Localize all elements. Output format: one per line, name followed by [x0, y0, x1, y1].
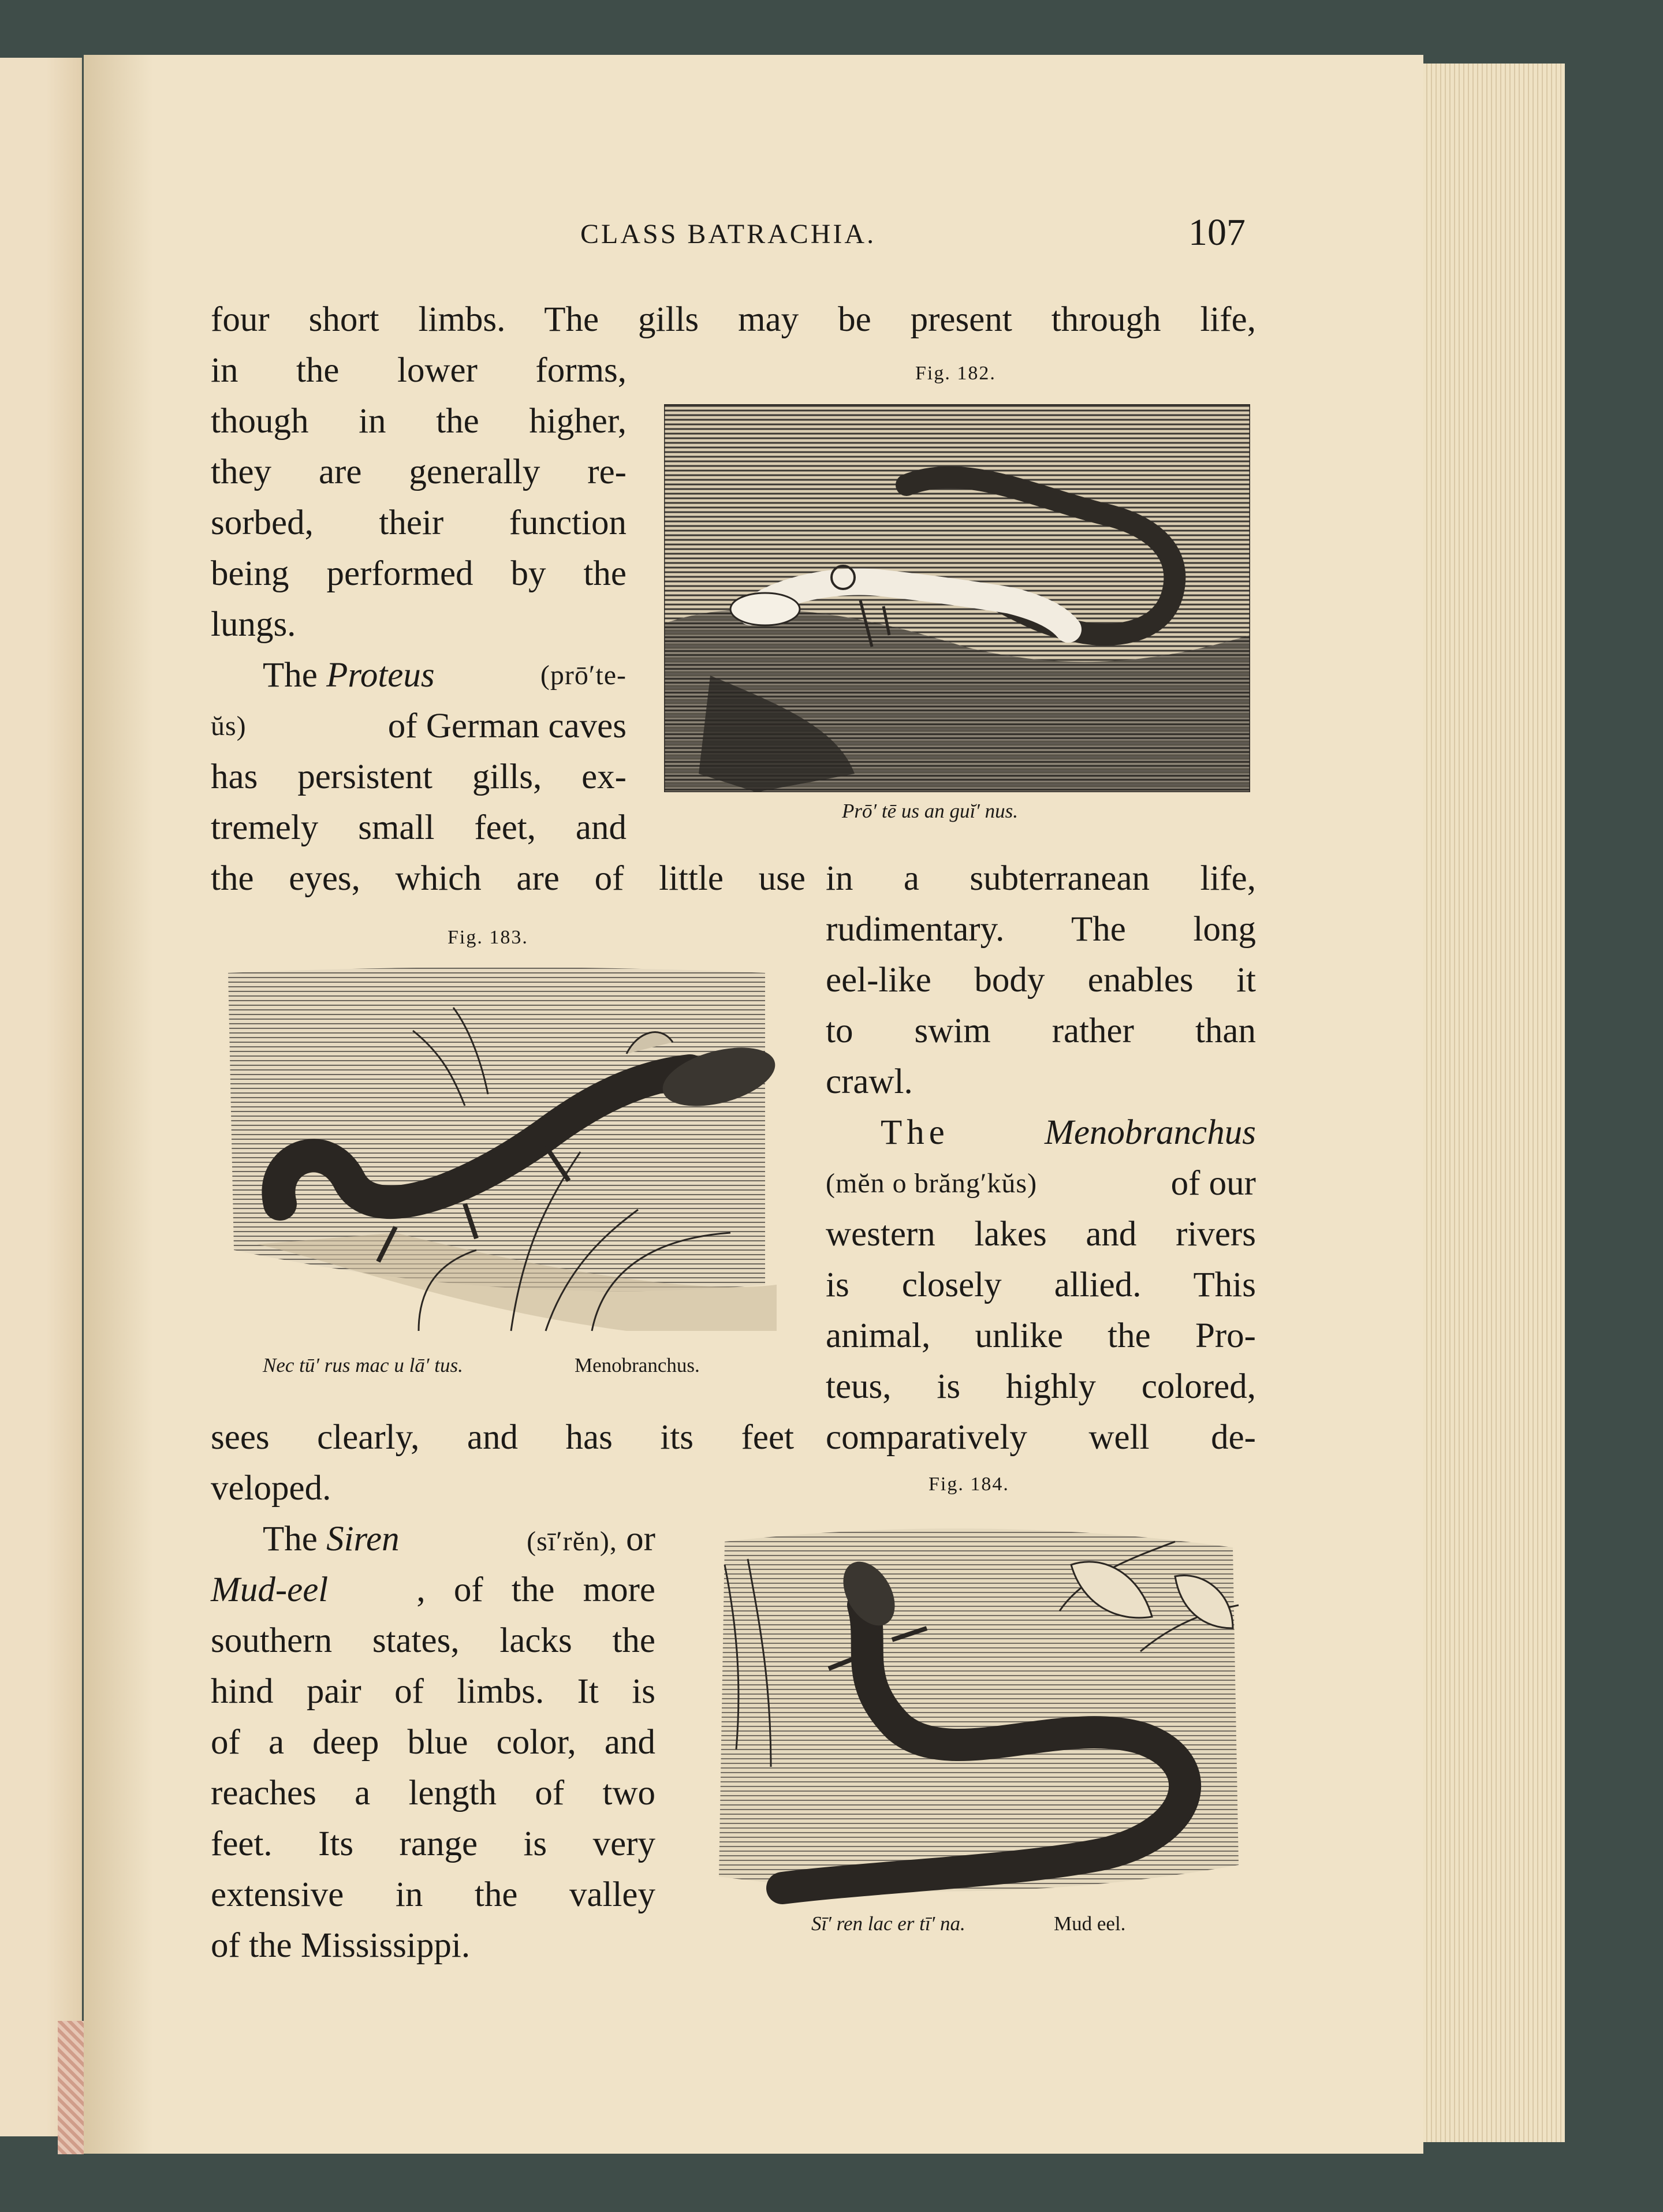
text-line: to swim rather than: [826, 1012, 1256, 1050]
text-line: they are generally re-: [211, 453, 627, 491]
figure-label: Fig. 183.: [448, 927, 528, 948]
text-line: rudimentary. The long: [826, 910, 1256, 949]
text-line: though in the higher,: [211, 402, 627, 441]
text-line: (mĕn o brăng′kŭs) of our: [826, 1164, 1256, 1203]
text-line: feet. Its range is very: [211, 1825, 655, 1863]
text-line: animal, unlike the Pro-: [826, 1316, 1256, 1355]
text-line: hind pair of limbs. It is: [211, 1672, 655, 1711]
bookmark-ribbon: [58, 2021, 84, 2154]
text-line: The Siren (sī′rĕn), or: [263, 1520, 655, 1558]
page-edges: [1409, 64, 1565, 2142]
text-line: extensive in the valley: [211, 1875, 655, 1914]
text-line: The Menobranchus: [881, 1107, 1256, 1158]
term-proteus: Proteus: [326, 656, 435, 695]
text-line: teus, is highly colored,: [826, 1367, 1256, 1406]
text-line: southern states, lacks the: [211, 1621, 655, 1660]
text-line: The Proteus (prō′te-: [263, 656, 627, 695]
running-header: CLASS BATRACHIA.: [580, 219, 877, 249]
text-line: ŭs) of German caves: [211, 707, 627, 745]
text-line: crawl.: [826, 1062, 913, 1101]
text-line: tremely small feet, and: [211, 808, 627, 847]
text-line: is closely allied. This: [826, 1266, 1256, 1304]
text-line: eel-like body enables it: [826, 961, 1256, 999]
figure-caption-common: Menobranchus.: [575, 1354, 700, 1377]
text-line: has persistent gills, ex-: [211, 758, 627, 796]
figure-caption: Prō′ tē us an guĭ′ nus.: [842, 800, 1019, 822]
page-number: 107: [1188, 211, 1246, 253]
text-line: being performed by the: [211, 554, 627, 593]
text-line: in the lower forms,: [211, 351, 627, 390]
term-mud-eel: Mud-eel: [211, 1571, 329, 1609]
text-line: in a subterranean life,: [826, 859, 1256, 898]
figure-siren-illustration: [702, 1507, 1247, 1911]
text-line: Mud-eel , of the more: [211, 1565, 655, 1616]
term-menobranchus: Menobranchus: [1045, 1113, 1256, 1152]
figure-menobranchus-illustration: [222, 961, 777, 1342]
text-line: lungs.: [211, 605, 296, 644]
text-line: veloped.: [211, 1469, 331, 1508]
text-line: of a deep blue color, and: [211, 1723, 655, 1762]
figure-caption-scientific: Sī′ ren lac er tī′ na.: [811, 1912, 965, 1935]
figure-proteus-illustration: [664, 404, 1250, 792]
text-line: comparatively well de-: [826, 1418, 1256, 1457]
text-line: western lakes and rivers: [826, 1215, 1256, 1254]
figure-label: Fig. 182.: [915, 363, 996, 384]
term-siren: Siren: [326, 1520, 400, 1558]
figure-label: Fig. 184.: [929, 1474, 1009, 1495]
text-line: reaches a length of two: [211, 1774, 655, 1812]
text-line: sees clearly, and has its feet: [211, 1418, 794, 1457]
text-line: four short limbs. The gills may be present through life,: [211, 300, 1256, 339]
facing-page: [0, 58, 82, 2136]
text-line: of the Mississippi.: [211, 1926, 471, 1965]
text-line: the eyes, which are of little use: [211, 859, 806, 898]
figure-caption-scientific: Nec tū′ rus mac u lā′ tus.: [263, 1354, 463, 1377]
text-line: sorbed, their function: [211, 503, 627, 542]
figure-caption-common: Mud eel.: [1054, 1912, 1126, 1935]
